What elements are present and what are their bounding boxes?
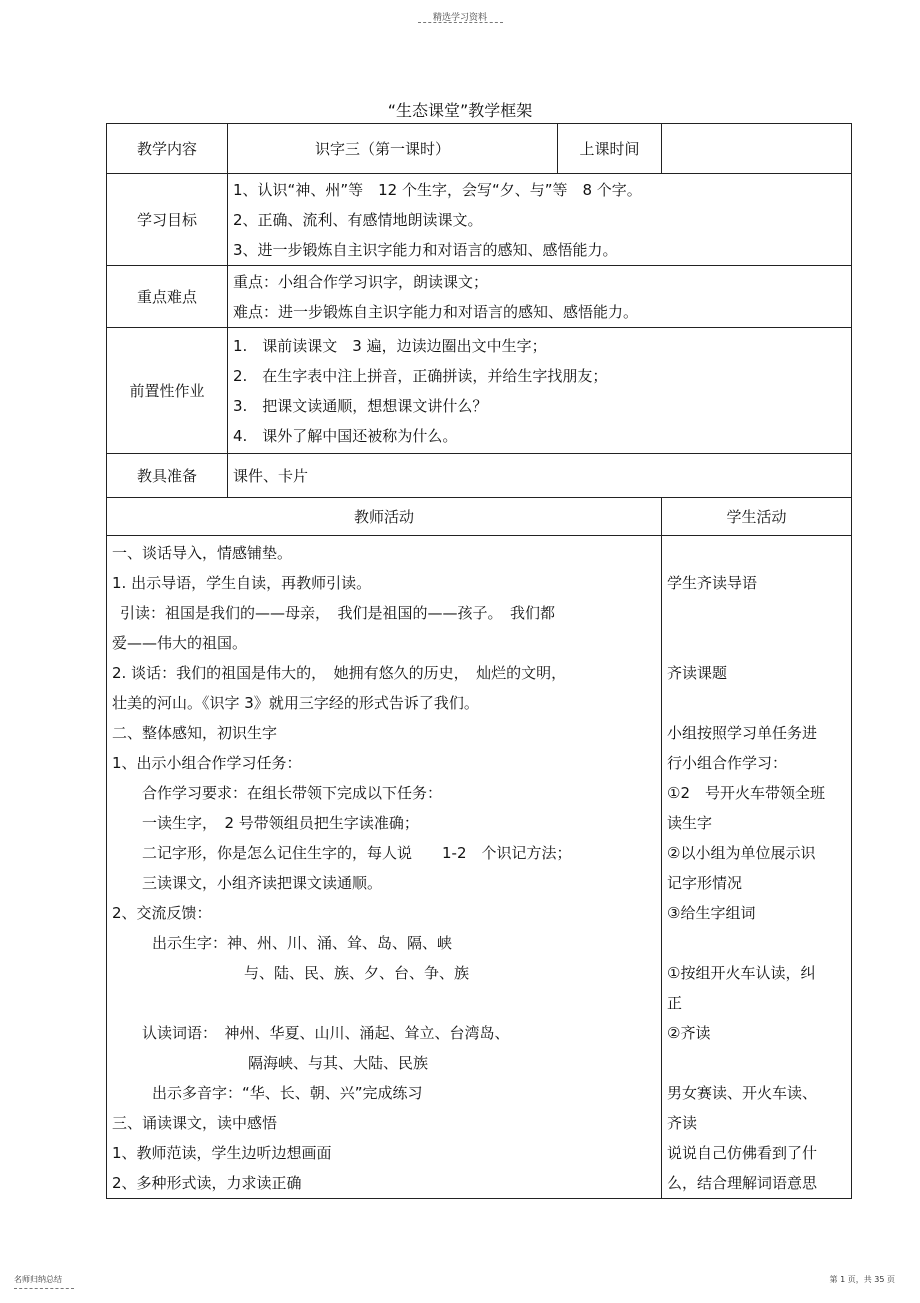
label-class-time: 上课时间: [558, 124, 662, 174]
student-line: 说说自己仿佛看到了什: [667, 1144, 818, 1162]
teacher-line: 二、整体感知，初识生字: [112, 724, 278, 742]
goal-line: 1、认识“神、州”等 12 个生字，会写“夕、与”等 8 个字。: [233, 180, 642, 199]
row-homework: [107, 328, 852, 454]
value-teaching-tools: 课件、卡片: [228, 454, 852, 498]
teacher-line: 爱——伟大的祖国。: [112, 634, 248, 652]
row-keypoints: [107, 266, 852, 328]
teacher-line: 合作学习要求：在组长带领下完成以下任务：: [142, 784, 443, 802]
page-number: 第 1 页，共 35 页: [829, 1275, 895, 1284]
teacher-line: 1. 出示导语，学生自读，再教师引读。: [112, 574, 372, 592]
row-activity-headers: [107, 498, 852, 536]
teacher-line: 1、教师范读，学生边听边想画面: [112, 1144, 332, 1162]
label-teaching-tools: 教具准备: [107, 454, 228, 498]
student-line: ①按组开火车认读，纠: [667, 964, 816, 982]
homework-line: 4. 课外了解中国还被称为什么。: [233, 426, 458, 445]
student-line: ②以小组为单位展示识: [667, 844, 816, 862]
teacher-line: 2、交流反馈：: [112, 904, 212, 922]
student-line: 记字形情况: [667, 874, 743, 892]
page-header-text: 精选学习资料: [432, 13, 487, 23]
goals-text: [228, 174, 852, 266]
teacher-line: 隔海峡、与其、大陆、民族: [248, 1054, 429, 1072]
lesson-plan-table: [106, 123, 852, 1199]
student-line: ①2 号开火车带领全班: [667, 784, 826, 802]
student-line: [667, 1048, 846, 1078]
goal-line: 2、正确、流利、有感情地朗读课文。: [233, 210, 483, 229]
label-key-points: 重点难点: [107, 266, 228, 328]
teacher-line: 一、谈话导入，情感铺垫。: [112, 544, 293, 562]
student-activity-cell: [662, 536, 852, 1199]
header-student-activity: 学生活动: [662, 498, 852, 536]
teacher-line: 壮美的河山。《识字 3》就用三字经的形式告诉了我们。: [112, 694, 479, 712]
student-line: [667, 598, 846, 628]
homework-text: [228, 328, 852, 454]
homework-line: 1. 课前读课文 3 遍，边读边圈出文中生字；: [233, 336, 547, 355]
teacher-line: 引读：祖国是我们的——母亲， 我们是祖国的——孩子。 我们都: [120, 604, 556, 622]
teacher-line: 与、陆、民、族、夕、台、争、族: [244, 964, 470, 982]
student-line: [667, 928, 846, 958]
student-line: 正: [667, 994, 683, 1012]
row-content: [107, 124, 852, 174]
student-line: 学生齐读导语: [667, 574, 758, 592]
student-line: [667, 538, 846, 568]
header-divider: [418, 22, 503, 23]
label-pre-homework: 前置性作业: [107, 328, 228, 454]
teacher-line: 1、出示小组合作学习任务：: [112, 754, 302, 772]
teacher-activity-cell: [107, 536, 662, 1199]
teacher-line: 出示多音字：“华、长、朝、兴”完成练习: [152, 1084, 423, 1102]
teacher-line: 认读词语： 神州、华夏、山川、涌起、耸立、台湾岛、: [142, 1024, 510, 1042]
teacher-line: 一读生字， 2 号带领组员把生字读准确；: [142, 814, 419, 832]
label-teaching-content: 教学内容: [107, 124, 228, 174]
student-line: 男女赛读、开火车读、: [667, 1084, 818, 1102]
teacher-line: 二记字形，你是怎么记住生字的，每人说 1-2 个识记方法；: [142, 844, 572, 862]
footer-left-text: 名师归纳总结: [14, 1275, 62, 1284]
teacher-line: 2. 谈话：我们的祖国是伟大的， 她拥有悠久的历史， 灿烂的文明，: [112, 664, 567, 682]
teacher-line: [112, 988, 656, 1018]
row-goals: [107, 174, 852, 266]
student-line: 齐读: [667, 1114, 698, 1132]
document-title: “生态课堂”教学框架: [387, 101, 533, 120]
value-class-time: [662, 124, 852, 174]
student-line: [667, 628, 846, 658]
row-activities: [107, 536, 852, 1199]
teacher-line: 三、诵读课文，读中感悟: [112, 1114, 278, 1132]
student-line: 小组按照学习单任务进: [667, 724, 818, 742]
keypoint-line: 重点：小组合作学习识字，朗读课文；: [233, 272, 489, 291]
student-line: 行小组合作学习：: [667, 754, 788, 772]
footer-divider: [14, 1288, 74, 1289]
value-teaching-content: 识字三（第一课时）: [228, 124, 558, 174]
keypoints-text: [228, 266, 852, 328]
teacher-line: 三读课文，小组齐读把课文读通顺。: [142, 874, 383, 892]
header-teacher-activity: 教师活动: [107, 498, 662, 536]
teacher-line: 出示生字：神、州、川、涌、耸、岛、隔、峡: [152, 934, 453, 952]
student-line: ③给生字组词: [667, 904, 756, 922]
student-line: 么，结合理解词语意思: [667, 1174, 818, 1192]
goal-line: 3、进一步锻炼自主识字能力和对语言的感知、感悟能力。: [233, 240, 618, 259]
homework-line: 3. 把课文读通顺，想想课文讲什么？: [233, 396, 488, 415]
student-line: ②齐读: [667, 1024, 711, 1042]
row-tools: [107, 454, 852, 498]
student-line: 读生字: [667, 814, 713, 832]
student-line: [667, 688, 846, 718]
keypoint-line: 难点：进一步锻炼自主识字能力和对语言的感知、感悟能力。: [233, 302, 639, 321]
student-line: 齐读课题: [667, 664, 728, 682]
homework-line: 2. 在生字表中注上拼音，正确拼读，并给生字找朋友；: [233, 366, 608, 385]
label-learning-goals: 学习目标: [107, 174, 228, 266]
teacher-line: 2、多种形式读，力求读正确: [112, 1174, 302, 1192]
